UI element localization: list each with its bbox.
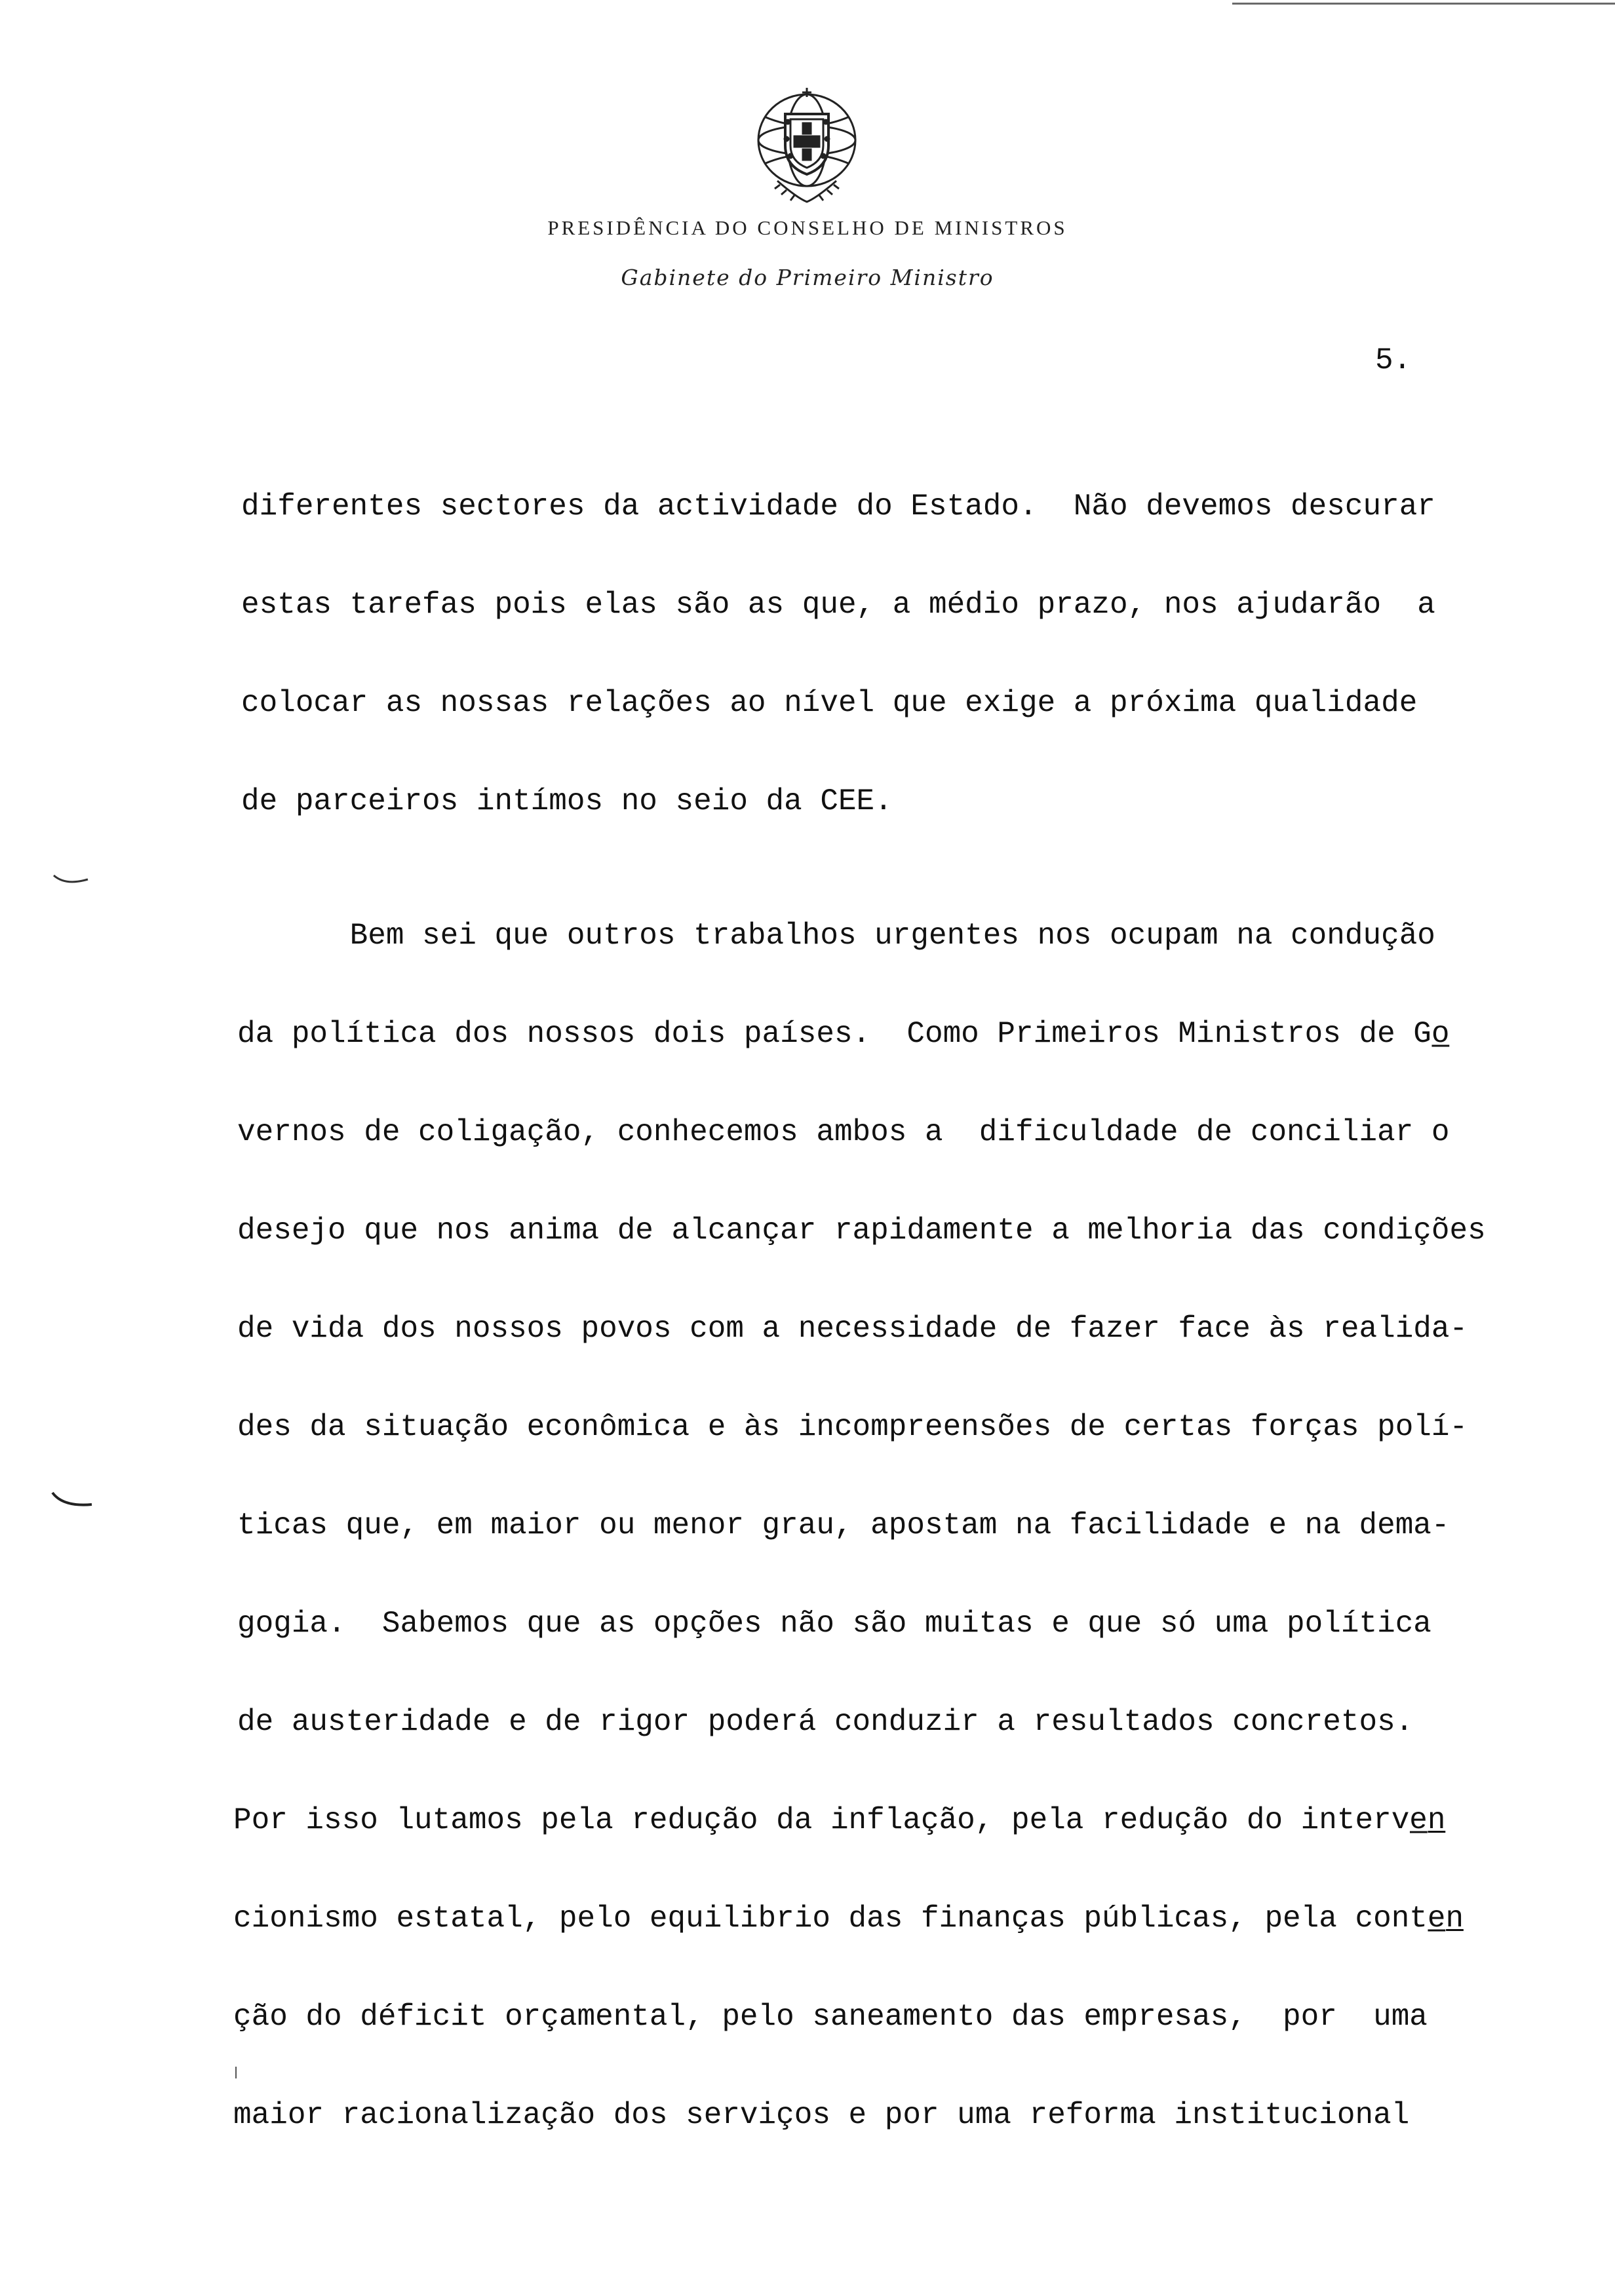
margin-mark: [51, 871, 90, 891]
body-line: de parceiros intímos no seio da CEE.: [241, 784, 893, 818]
coat-of-arms-seal-icon: [738, 83, 876, 207]
body-line: maior racionalização dos serviços e por uma reforma institucional: [233, 2098, 1410, 2132]
page-number: 5.: [1375, 343, 1412, 377]
scan-edge-rule: [1232, 3, 1615, 5]
body-line: Bem sei que outros trabalhos urgentes nos ocupam na condução: [241, 919, 1435, 953]
body-line: des da situação econômica e às incompreensões de certas forças polí-: [237, 1410, 1468, 1444]
margin-tick: [233, 2064, 240, 2084]
body-line: diferentes sectores da actividade do Estado. Não devemos descurar: [241, 489, 1435, 524]
margin-mark: [50, 1487, 96, 1514]
body-line: vernos de coligação, conhecemos ambos a dificuldade de conciliar o: [237, 1115, 1450, 1149]
office-subtitle: Gabinete do Primeiro Ministro: [621, 265, 994, 290]
body-line: de vida dos nossos povos com a necessidade de fazer face às realida-: [237, 1312, 1468, 1346]
body-line: desejo que nos anima de alcançar rapidamente a melhoria das condições: [237, 1214, 1486, 1248]
body-line: Por isso lutamos pela redução da inflação, pela redução do interve̲n̲: [233, 1803, 1446, 1837]
body-line: gogia. Sabemos que as opções não são muitas e que só uma política: [237, 1607, 1431, 1641]
body-line: colocar as nossas relações ao nível que exige a próxima qualidade: [241, 686, 1418, 720]
office-name: PRESIDÊNCIA DO CONSELHO DE MINISTROS: [547, 216, 1068, 239]
body-line: de austeridade e de rigor poderá conduzir a resultados concretos.: [237, 1705, 1414, 1739]
body-line: cionismo estatal, pelo equilibrio das finanças públicas, pela conte̲n̲: [233, 1902, 1464, 1936]
body-line: ção do déficit orçamental, pelo saneamento das empresas, por uma: [233, 2000, 1428, 2034]
body-line: estas tarefas pois elas são as que, a médio prazo, nos ajudarão a: [241, 588, 1435, 622]
body-line: ticas que, em maior ou menor grau, apostam na facilidade e na dema-: [237, 1508, 1450, 1542]
body-line: da política dos nossos dois países. Como Primeiros Ministros de Go̲: [237, 1017, 1450, 1051]
